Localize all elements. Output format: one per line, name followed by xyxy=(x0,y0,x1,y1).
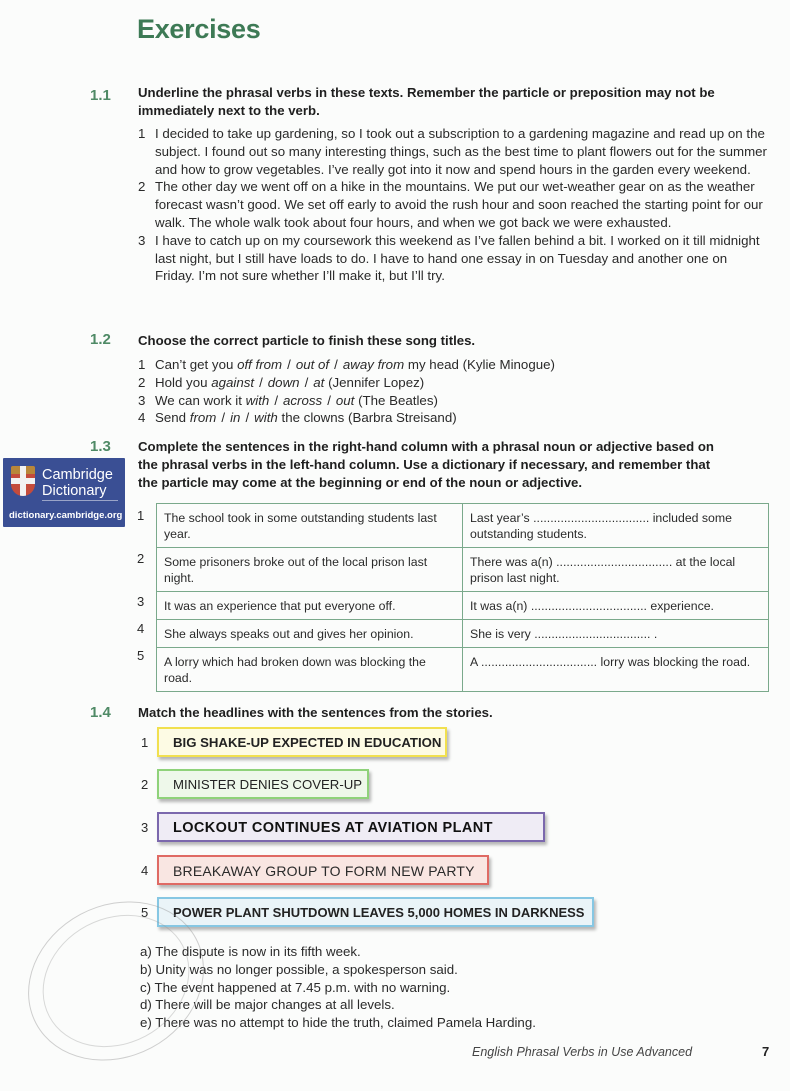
left-cell: It was an experience that put everyone off. xyxy=(157,592,463,620)
sentence-item[interactable]: a) The dispute is now in its fifth week. xyxy=(140,944,361,959)
option[interactable]: with xyxy=(254,410,278,426)
option[interactable]: with xyxy=(245,392,270,408)
exercise-instruction-1-3: Complete the sentences in the right-hand column with a phrasal noun or adjective based on the phrasal verbs in the left-hand column. Use a dictionary if necessary, and remember that the particle may come at the beginning or end of the noun or adjective. xyxy=(138,439,714,490)
exercise-1-3-table xyxy=(156,503,769,692)
song-text-before: Send xyxy=(155,410,187,426)
item-number: 3 xyxy=(138,232,146,248)
song-item: 3 We can work it with / across / out (The Beatles) xyxy=(138,392,438,408)
option[interactable]: in xyxy=(230,410,241,426)
item-number: 1 xyxy=(138,357,146,372)
left-cell: She always speaks out and gives her opinion. xyxy=(157,620,463,648)
row-number: 4 xyxy=(137,621,145,636)
song-text-after: (Jennifer Lopez) xyxy=(328,374,425,390)
text-item xyxy=(138,178,768,231)
logo-divider xyxy=(42,500,118,501)
cambridge-dictionary-logo[interactable] xyxy=(3,458,125,527)
logo-url[interactable]: dictionary.cambridge.org xyxy=(9,510,123,521)
headline-box[interactable]: BREAKAWAY GROUP TO FORM NEW PARTY xyxy=(157,855,489,885)
headline-box[interactable]: BIG SHAKE-UP EXPECTED IN EDUCATION xyxy=(157,727,447,757)
left-cell: The school took in some outstanding students last year. xyxy=(157,504,463,548)
option[interactable]: at xyxy=(313,374,325,390)
exercise-instruction-1-1: Underline the phrasal verbs in these texts. Remember the particle or preposition may not be immediately next to the verb. xyxy=(138,85,715,118)
text-item xyxy=(138,125,768,178)
exercise-1-1-texts xyxy=(138,125,768,285)
page-title: Exercises xyxy=(137,14,261,44)
exercise-number-1-3: 1.3 xyxy=(90,438,111,455)
song-text-after: (The Beatles) xyxy=(358,392,438,408)
right-cell[interactable]: She is very .................................. . xyxy=(463,620,769,648)
song-item: 2 Hold you against / down / at (Jennifer Lopez) xyxy=(138,374,425,390)
song-text-before: We can work it xyxy=(155,392,242,408)
row-number: 1 xyxy=(137,508,145,523)
exercise-instruction-1-2: Choose the correct particle to finish these song titles. xyxy=(138,333,476,348)
text-item xyxy=(138,232,768,285)
exercise-number-1-1: 1.1 xyxy=(90,87,111,104)
headline-number: 3 xyxy=(141,820,149,835)
exercise-number-1-2: 1.2 xyxy=(90,331,111,348)
headline-number: 2 xyxy=(141,777,149,792)
logo-name-line2: Dictionary xyxy=(42,483,107,499)
page-number: 7 xyxy=(762,1044,770,1059)
headline-box[interactable]: LOCKOUT CONTINUES AT AVIATION PLANT xyxy=(157,812,545,842)
table-row xyxy=(157,648,769,692)
right-cell[interactable]: It was a(n) .................................. experience. xyxy=(463,592,769,620)
option[interactable]: down xyxy=(267,374,300,390)
song-item: 1 Can’t get you off from / out of / away from my head (Kylie Minogue) xyxy=(138,357,555,372)
row-number: 5 xyxy=(137,648,145,663)
logo-name xyxy=(42,467,113,499)
table-row xyxy=(157,504,769,548)
sentence-item[interactable]: c) The event happened at 7.45 p.m. with no warning. xyxy=(140,979,451,995)
right-cell[interactable]: Last year’s .................................. included some outstanding students. xyxy=(463,504,769,548)
option[interactable]: out xyxy=(335,392,355,408)
item-number: 3 xyxy=(138,392,146,408)
option[interactable]: against xyxy=(211,374,255,390)
logo-name-line1: Cambridge xyxy=(42,467,113,483)
option[interactable]: out of xyxy=(295,357,330,372)
option[interactable]: from xyxy=(189,410,217,426)
footer-book-title: English Phrasal Verbs in Use Advanced xyxy=(472,1045,693,1059)
song-text-after: the clowns (Barbra Streisand) xyxy=(281,410,457,426)
sentence-item[interactable]: e) There was no attempt to hide the truth, claimed Pamela Harding. xyxy=(140,1015,536,1031)
sentence-item[interactable]: b) Unity was no longer possible, a spokesperson said. xyxy=(140,961,458,977)
right-cell[interactable]: A .................................. lorry was blocking the road. xyxy=(463,648,769,692)
headline-box[interactable]: MINISTER DENIES COVER-UP xyxy=(157,769,369,799)
headline-box[interactable]: POWER PLANT SHUTDOWN LEAVES 5,000 HOMES IN DARKNESS xyxy=(157,897,594,927)
cambridge-crest-icon xyxy=(11,466,35,496)
song-text-before: Can’t get you xyxy=(155,357,234,372)
right-cell[interactable]: There was a(n) .................................. at the local prison last night. xyxy=(463,548,769,592)
row-number: 2 xyxy=(137,551,145,566)
row-number: 3 xyxy=(137,594,145,609)
option[interactable]: off from xyxy=(237,357,283,372)
item-number: 2 xyxy=(138,374,146,390)
exercise-number-1-4: 1.4 xyxy=(90,704,111,721)
item-text: The other day we went off on a hike in the mountains. We put our wet-weather gear on as the weather forecast wasn’t good. We set off early to avoid the rush hour and soon reached the starting point for our walk. The whole walk took about four hours, and when we got back we were exhausted. xyxy=(155,179,763,230)
headline-number: 5 xyxy=(141,905,149,920)
table-row xyxy=(157,548,769,592)
item-text: I decided to take up gardening, so I took out a subscription to a gardening magazine and read up on the subject. I found out so many interesting things, such as the best time to plant flowers out for the summer and how to grow vegetables. I’ve really got into it now and spend hours in the garden every weekend. xyxy=(155,126,767,177)
exercise-1-2-songs xyxy=(138,356,768,427)
item-text: I have to catch up on my coursework this weekend as I’ve fallen behind a bit. I worked on it till midnight last night, but I still have loads to do. I have to hand one essay in on Tuesday and another one on Friday. I’m not sure whether I’ll make it, but I’ll try. xyxy=(155,232,760,284)
sentence-item[interactable]: d) There will be major changes at all levels. xyxy=(140,997,395,1013)
option[interactable]: away from xyxy=(342,357,405,372)
table-row xyxy=(157,592,769,620)
song-item: 4 Send from / in / with the clowns (Barbra Streisand) xyxy=(138,410,457,426)
item-number: 4 xyxy=(138,410,146,426)
item-number: 1 xyxy=(138,126,146,141)
item-number: 2 xyxy=(138,179,146,195)
option[interactable]: across xyxy=(283,392,323,408)
exercise-instruction-1-4: Match the headlines with the sentences from the stories. xyxy=(138,705,493,720)
song-text-after: my head (Kylie Minogue) xyxy=(407,357,555,372)
headline-number: 1 xyxy=(141,735,149,750)
table-row xyxy=(157,620,769,648)
headline-number: 4 xyxy=(141,863,149,878)
left-cell: Some prisoners broke out of the local prison last night. xyxy=(157,548,463,592)
song-text-before: Hold you xyxy=(155,374,208,390)
left-cell: A lorry which had broken down was blocking the road. xyxy=(157,648,463,692)
